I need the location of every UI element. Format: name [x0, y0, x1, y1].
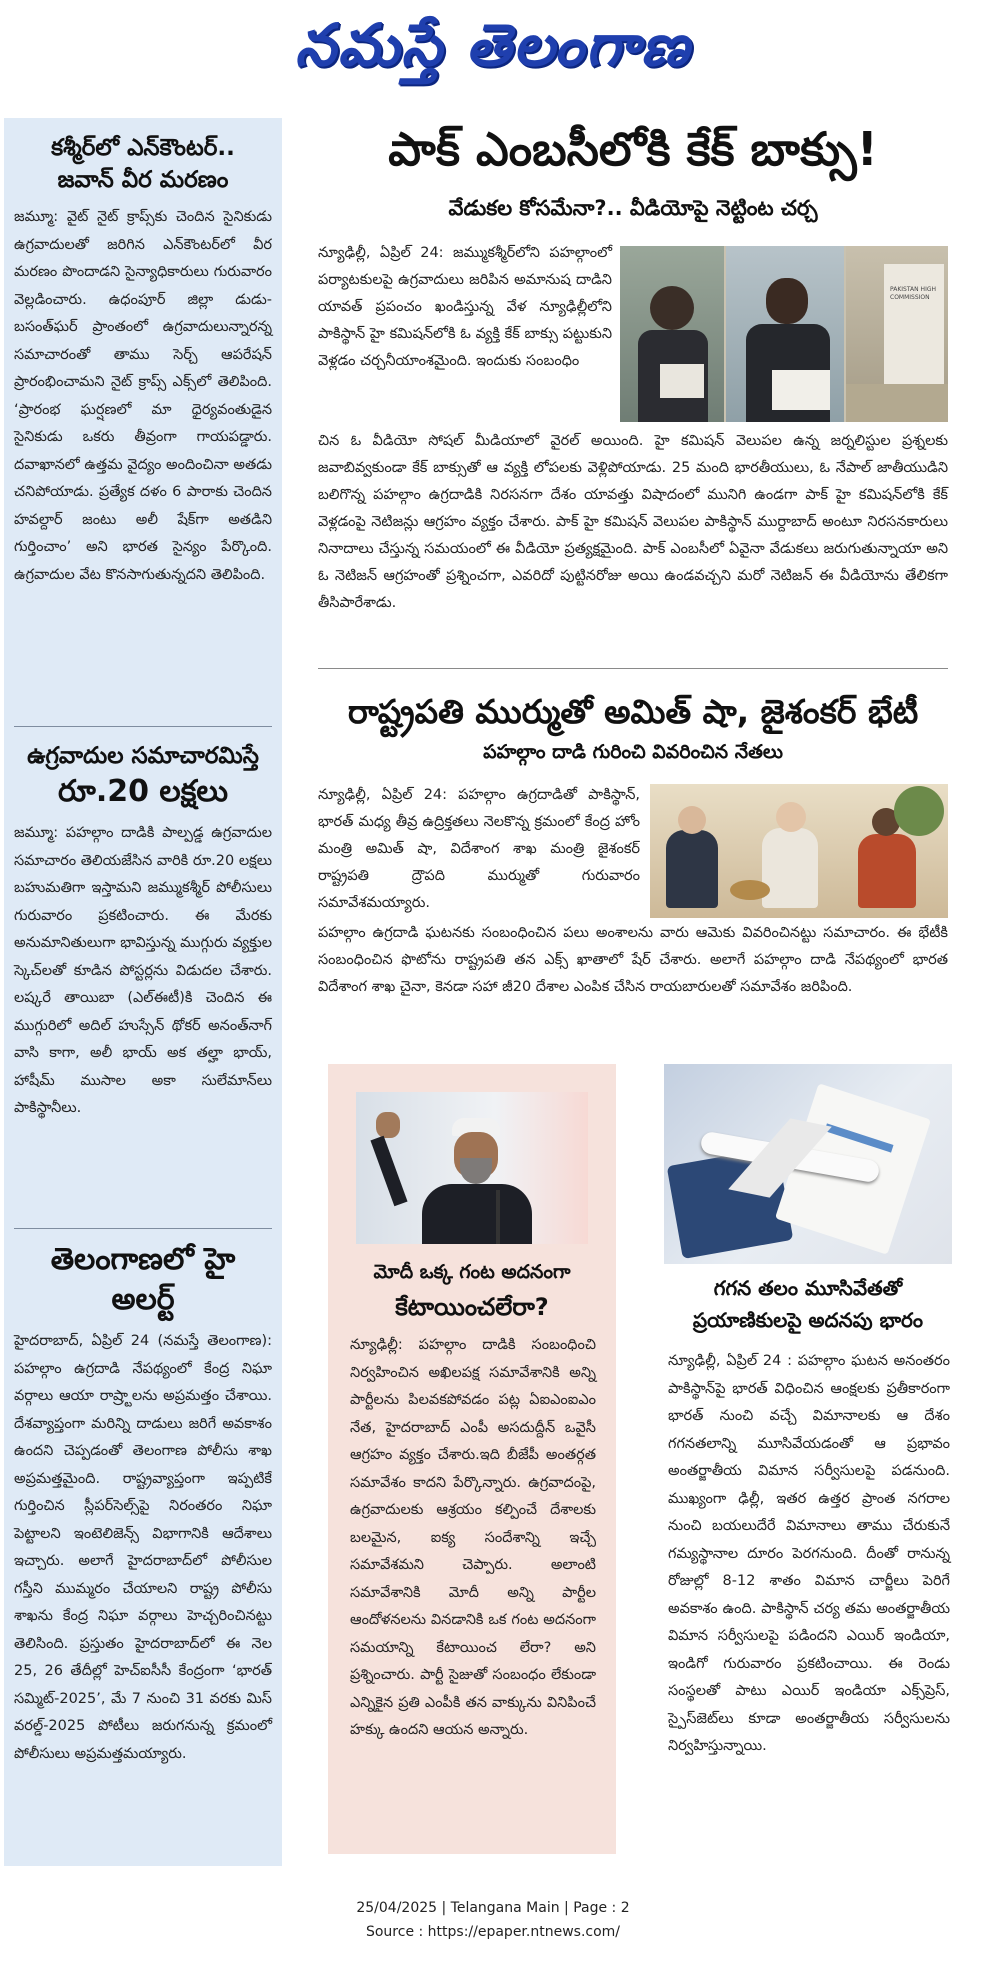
- airspace-body: న్యూఢిల్లీ, ఏప్రిల్ 24 : పహల్గాం ఘటన అనంతరం పాకిస్థాన్‌పై భారత్ విధించిన ఆంక్షలకు ప్రతీకారంగా భారత్ నుంచి వచ్చే విమానాలకు ఆ దేశం గగనతలాన్ని మూసివేయడంతో ఆ ప్రభావం అంతర్జాతీయ విమాన సర్వీసులపై పడనుంది. ముఖ్యంగా ఢిల్లీ, ఇతర ఉత్తర ప్రాంత నగరాల నుంచి బయలుదేరే విమానాలు తాము చేరుకునే గమ్యస్థానాల దూరం పెరగనుంది. దీంతో రానున్న రోజుల్లో 8-12 శాతం విమాన చార్జీలు పెరిగే అవకాశం ఉంది. పాకిస్థాన్ చర్య తమ అంతర్జాతీయ విమాన సర్వీసులపై పడిందని ఎయిర్ ఇండియా, ఇండిగో గురువారం ప్రకటించాయి. ఈ రెండు సంస్థలతో పాటు ఎయిర్ ఇండియా ఎక్స్‌ప్రెస్, స్పైస్‌జెట్‌లు కూడా అంతర్జాతీయ సర్వీసులను నిర్వహిస్తున్నాయి.: [668, 1353, 950, 1754]
- story-headline: తెలంగాణలో హై అలర్ట్: [50, 1242, 236, 1317]
- photo-panel-3: [846, 246, 948, 422]
- photo-panel-1: [620, 246, 724, 422]
- owaisi-story-box: [328, 1064, 616, 1854]
- story-body: జమ్మూ: వైట్ నైట్ క్రాప్స్‌కు చెందిన సైనికుడు ఉగ్రవాదులతో జరిగిన ఎన్‌కౌంటర్‌లో వీర మరణం పొందాడని సైన్యాధికారులు గురువారం వెల్లడించారు. ఉధంపూర్ జిల్లా డుడు-బసంత్‌ఘర్ ప్రాంతంలో ఉగ్రవాదులున్నారన్న సమాచారంతో తాము సెర్చ్ ఆపరేషన్ ప్రారంభించామని నైట్ క్రాప్స్ ఎక్స్‌లో తెలిపింది. ‘ప్రారంభ ఘర్షణలో మా ధైర్యవంతుడైన సైనికుడు ఒకరు తీవ్రంగా గాయపడ్డారు. దవాఖానలో ఉత్తమ వైద్యం అందించినా అతడు చనిపోయాడు. ప్రత్యేక దళం 6 పారాకు చెందిన హవల్దార్ జంటు అలీ షేక్‌గా అతడిని గుర్తించాం’ అని భారత సైన్యం పేర్కొంది. ఉగ్రవాదుల వేట కొనసాగుతున్నదని తెలిపింది.: [14, 209, 272, 583]
- murmu-photo: [650, 784, 948, 918]
- airplane-photo: [664, 1064, 952, 1264]
- divider: [14, 726, 272, 727]
- divider: [14, 1228, 272, 1229]
- embassy-sign: PAKISTAN HIGH COMMISSION: [890, 286, 936, 301]
- lead-headline: పాక్ ఎంబసీలోకి కేక్ బాక్సు!: [388, 122, 878, 176]
- owaisi-body: న్యూఢిల్లీ: పహల్గాం దాడికి సంబంధించి నిర్వహించిన అఖిలపక్ష సమావేశానికి అన్ని పార్టీలను పిలవకపోవడం పట్ల ఏఐఎంఐఎం నేత, హైదరాబాద్ ఎంపీ అసదుద్దీన్ ఒవైసీ ఆగ్రహం వ్యక్తం చేశారు.ఇది బీజేపీ అంతర్గత సమావేశం కాదని పేర్కొన్నారు. ఉగ్రవాదంపై, ఉగ్రవాదులకు ఆశ్రయం కల్పించే దేశాలకు బలమైన, ఐక్య సందేశాన్ని ఇచ్చే సమావేశమని చెప్పారు. అలాంటి సమావేశానికి మోదీ అన్ని పార్టీల ఆందోళనలను వినడానికి ఒక గంట అదనంగా సమయాన్ని కేటాయించ లేరా? అని ప్రశ్నించారు. పార్టీ సైజుతో సంబంధం లేకుండా ఎన్నికైన ప్రతి ఎంపీకి తన వాక్కును వినిపించే హక్కు ఉందని ఆయన అన్నారు.: [350, 1337, 596, 1738]
- footer-source-link[interactable]: Source : https://epaper.ntnews.com/: [365, 1924, 621, 1940]
- owaisi-headline-line2: కేటాయించలేరా?: [395, 1293, 549, 1321]
- left-sidebar: [4, 118, 282, 1866]
- masthead: [0, 0, 986, 90]
- story-subheadline: పహల్గాం దాడి గురించి వివరించిన నేతలు: [483, 741, 783, 763]
- story-headline-line1: కశ్మీర్‌లో ఎన్‌కౌంటర్..: [51, 135, 235, 161]
- sidebar-story-reward: [14, 740, 272, 1123]
- story-body: హైదరాబాద్, ఏప్రిల్ 24 (నమస్తే తెలంగాణ): పహల్గాం ఉగ్రదాడి నేపథ్యంలో కేంద్ర నిఘా వర్గాలు ఆయా రాష్ర్టాలను అప్రమత్తం చేశాయి. దేశవ్యాప్తంగా మరిన్ని దాడులు జరిగే అవకాశం ఉందని చెప్పడంతో తెలంగాణ పోలీసు శాఖ అప్రమత్తమైంది. రాష్ట్రవ్యాప్తంగా ఇప్పటికే గుర్తించిన స్లీపర్‌సెల్స్‌పై నిరంతరం నిఘా పెట్టాలని ఇంటెలిజెన్స్ విభాగానికి ఆదేశాలు ఇచ్చారు. అలాగే హైదరాబాద్‌లో పోలీసుల గస్తీని ముమ్మరం చేయాలని రాష్ట్ర పోలీసు శాఖను కేంద్ర నిఘా వర్గాలు హెచ్చరించినట్టు తెలిసింది. ప్రస్తుతం హైదరాబాద్‌లో ఈ నెల 25, 26 తేదీల్లో హెచ్‌ఐసీసీ కేంద్రంగా ‘భారత్ సమ్మిట్-2025’, మే 7 నుంచి 31 వరకు మిస్ వరల్డ్-2025 పోటీలు జరుగనున్న క్రమంలో పోలీసులు అప్రమత్తమయ్యారు.: [14, 1333, 272, 1762]
- airspace-headline-line2: ప్రయాణికులపై అదనపు భారం: [692, 1308, 924, 1332]
- airspace-headline-line1: గగన తలం మూసివేతతో: [713, 1276, 903, 1300]
- lead-body-full: చిన ఓ వీడియో సోషల్ మీడియాలో వైరల్ అయింది. హై కమిషన్ వెలుపల ఉన్న జర్నలిస్టుల ప్రశ్నలకు జవాబివ్వకుండా కేక్ బాక్సుతో ఆ వ్యక్తి లోపలకు వెళ్లిపోయాడు. 25 మంది భారతీయులు, ఓ నేపాల్ జాతీయుడిని బలిగొన్న పహల్గాం ఉగ్రదాడికి నిరసనగా దేశం యావత్తు విషాదంలో మునిగి ఉండగా పాక్ హై కమిషన్‌లోకి కేక్ వెళ్లడంపై నెటిజన్లు ఆగ్రహం వ్యక్తం చేశారు. పాక్ హై కమిషన్ వెలుపల పాకిస్థాన్ ముర్దాబాద్ అంటూ నిరసనకారులు నినాదాలు చేస్తున్న సమయంలో ఈ వీడియో ప్రత్యక్షమైంది. పాక్ ఎంబసీలో ఏవైనా వేడుకలు జరుగుతున్నాయా అని ఓ నెటిజన్ ఆగ్రహంతో ప్రశ్నించగా, ఎవరిదో పుట్టినరోజు అయి ఉండవచ్చని మరో నెటిజన్ ఈ వీడియోను తేలికగా తీసిపారేశాడు.: [318, 433, 948, 611]
- story-headline-line2: రూ.20 లక్షలు: [58, 774, 228, 809]
- owaisi-photo: [356, 1092, 588, 1244]
- sidebar-story-kashmir: [14, 132, 272, 589]
- story-body-wrap: న్యూఢిల్లీ, ఏప్రిల్ 24: పహల్గాం ఉగ్రదాడితో పాకిస్థాన్, భారత్ మధ్య తీవ్ర ఉద్రిక్తతలు నెలకొన్న క్రమంలో కేంద్ర హోం మంత్రి అమిత్ షా, విదేశాంగ శాఖ మంత్రి జైశంకర్ రాష్ట్రపతి ద్రౌపది ముర్ముతో గురువారం సమావేశమయ్యారు.: [318, 787, 640, 911]
- photo-panel-2: [726, 246, 844, 422]
- lead-subheadline: వేడుకల కోసమేనా?.. వీడియోపై నెట్టింట చర్చ: [448, 196, 818, 220]
- sidebar-story-telangana-alert: [14, 1240, 272, 1768]
- story-body: జమ్మూ: పహల్గాం దాడికి పాల్పడ్డ ఉగ్రవాదుల సమాచారం తెలియజేసిన వారికి రూ.20 లక్షలు బహుమతిగా ఇస్తామని జమ్ముకశ్మీర్ పోలీసులు గురువారం ప్రకటించారు. ఈ మేరకు అనుమానితులుగా భావిస్తున్న ముగ్గురు వ్యక్తుల స్కెచ్‌లతో కూడిన పోస్టర్లను విడుదల చేశారు. లష్కరే తాయిబా (ఎల్‌ఈటీ)కి చెందిన ఈ ముగ్గురిలో అదిల్ హుస్సేన్ థోకర్ అనంత్‌నాగ్ వాసి కాగా, అలీ భాయ్ అక తల్హా భాయ్, హాషీమ్ ముసాల అకా సులేమాన్‌లు పాకిస్థానీలు.: [14, 825, 272, 1116]
- story-headline-line1: ఉగ్రవాదుల సమాచారమిస్తే: [27, 743, 259, 769]
- page-footer: [0, 1896, 986, 1944]
- owaisi-headline-line1: మోదీ ఒక్క గంట అదనంగా: [373, 1261, 571, 1283]
- story-body-full: పహల్గాం ఉగ్రదాడి ఘటనకు సంబంధించిన పలు అంశాలను వారు ఆమెకు వివరించినట్టు సమాచారం. ఈ భేటీకి సంబంధించిన ఫొటోను రాష్ట్రపతి తన ఎక్స్ ఖాతాలో షేర్ చేశారు. అలాగే పహల్గాం దాడి నేపథ్యంలో భారత విదేశాంగ శాఖ చైనా, కెనడా సహా జీ20 దేశాల ఎంపిక చేసిన రాయబారులతో సమావేశం జరిపింది.: [318, 925, 948, 995]
- story-headline: రాష్ట్రపతి ముర్ముతో అమిత్ షా, జైశంకర్ భేటీ: [347, 692, 919, 731]
- story-headline-line2: జవాన్ వీర మరణం: [57, 167, 229, 193]
- lead-body-wrap: న్యూఢిల్లీ, ఏప్రిల్ 24: జమ్ముకశ్మీర్‌లోని పహల్గాంలో పర్యాటకులపై ఉగ్రవాదులు జరిపిన అమానుష దాడిని యావత్ ప్రపంచం ఖండిస్తున్న వేళ న్యూఢిల్లీలోని పాకిస్థాన్ హై కమిషన్‌లోకి ఓ వ్యక్తి కేక్ బాక్సు పట్టుకుని వెళ్లడం చర్చనీయాంశమైంది. ఇందుకు సంబంధిం: [318, 245, 612, 369]
- newspaper-title: నమస్తే తెలంగాణ: [295, 11, 691, 79]
- lead-photo: [620, 246, 948, 422]
- footer-date-edition: 25/04/2025 | Telangana Main | Page : 2: [356, 1900, 630, 1916]
- divider: [318, 668, 948, 669]
